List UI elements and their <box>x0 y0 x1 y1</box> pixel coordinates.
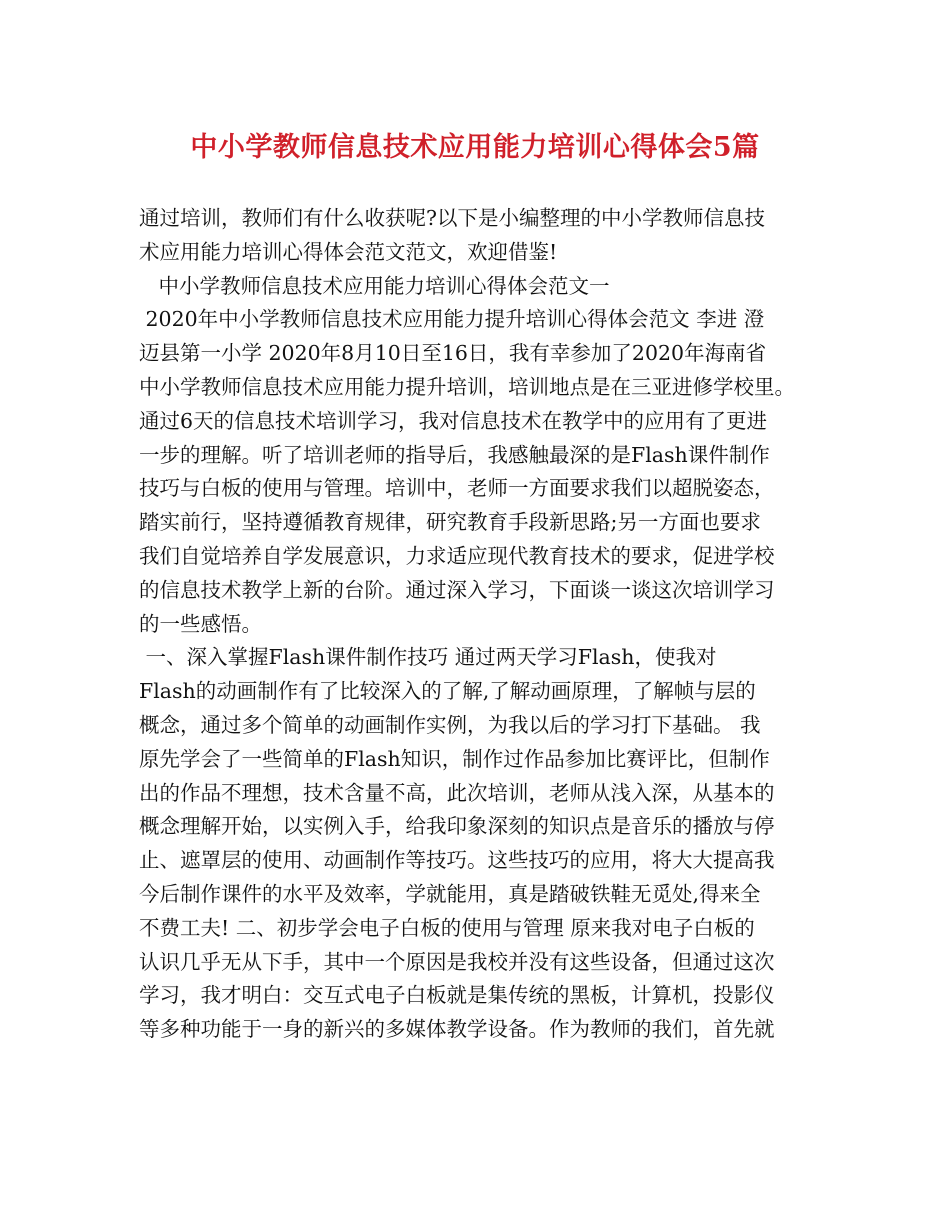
body-line: 术应用能力培训心得体会范文范文，欢迎借鉴! <box>139 239 558 264</box>
body-line: 的一些感悟。 <box>139 611 262 636</box>
document-title: 中小学教师信息技术应用能力培训心得体会5篇 <box>190 132 760 163</box>
body-line: 不费工夫! 二、初步学会电子白板的使用与管理 原来我对电子白板的 <box>139 915 755 940</box>
body-line: 原先学会了一些简单的Flash知识，制作过作品参加比赛评比，但制作 <box>139 746 770 771</box>
body-line: Flash的动画制作有了比较深入的了解,了解动画原理，了解帧与层的 <box>139 679 756 704</box>
section-heading: 中小学教师信息技术应用能力培训心得体会范文一 <box>139 273 610 298</box>
body-line: 技巧与白板的使用与管理。培训中，老师一方面要求我们以超脱姿态， <box>139 476 775 501</box>
body-line: 认识几乎无从下手，其中一个原因是我校并没有这些设备，但通过这次 <box>139 949 775 974</box>
body-line: 我们自觉培养自学发展意识，力求适应现代教育技术的要求，促进学校 <box>139 543 775 568</box>
body-line: 通过6天的信息技术培训学习，我对信息技术在教学中的应用有了更进 <box>139 408 768 433</box>
body-line: 一、深入掌握Flash课件制作技巧 通过两天学习Flash，使我对 <box>139 645 717 670</box>
body-line: 迈县第一小学 2020年8月10日至16日，我有幸参加了2020年海南省 <box>139 341 767 366</box>
body-line: 出的作品不理想，技术含量不高，此次培训，老师从浅入深，从基本的 <box>139 780 775 805</box>
body-line: 概念，通过多个简单的动画制作实例，为我以后的学习打下基础。 我 <box>139 712 761 737</box>
body-line: 2020年中小学教师信息技术应用能力提升培训心得体会范文 李进 澄 <box>139 307 765 332</box>
body-line: 的信息技术教学上新的台阶。通过深入学习，下面谈一谈这次培训学习 <box>139 577 775 602</box>
body-line: 学习，我才明白：交互式电子白板就是集传统的黑板，计算机，投影仪 <box>139 983 775 1008</box>
body-line: 概念理解开始，以实例入手，给我印象深刻的知识点是音乐的播放与停 <box>139 814 775 839</box>
body-line: 中小学教师信息技术应用能力提升培训，培训地点是在三亚进修学校里。 <box>139 374 795 399</box>
document-body <box>139 202 811 1047</box>
body-line: 等多种功能于一身的新兴的多媒体教学设备。作为教师的我们，首先就 <box>139 1017 775 1042</box>
body-line: 通过培训，教师们有什么收获呢?以下是小编整理的中小学教师信息技 <box>139 206 765 230</box>
body-line: 今后制作课件的水平及效率，学就能用，真是踏破铁鞋无觅处,得来全 <box>139 881 761 906</box>
body-line: 一步的理解。听了培训老师的指导后，我感触最深的是Flash课件制作 <box>139 442 770 467</box>
body-line: 止、遮罩层的使用、动画制作等技巧。这些技巧的应用，将大大提高我 <box>139 848 775 873</box>
body-line: 踏实前行，坚持遵循教育规律，研究教育手段新思路;另一方面也要求 <box>139 510 761 535</box>
